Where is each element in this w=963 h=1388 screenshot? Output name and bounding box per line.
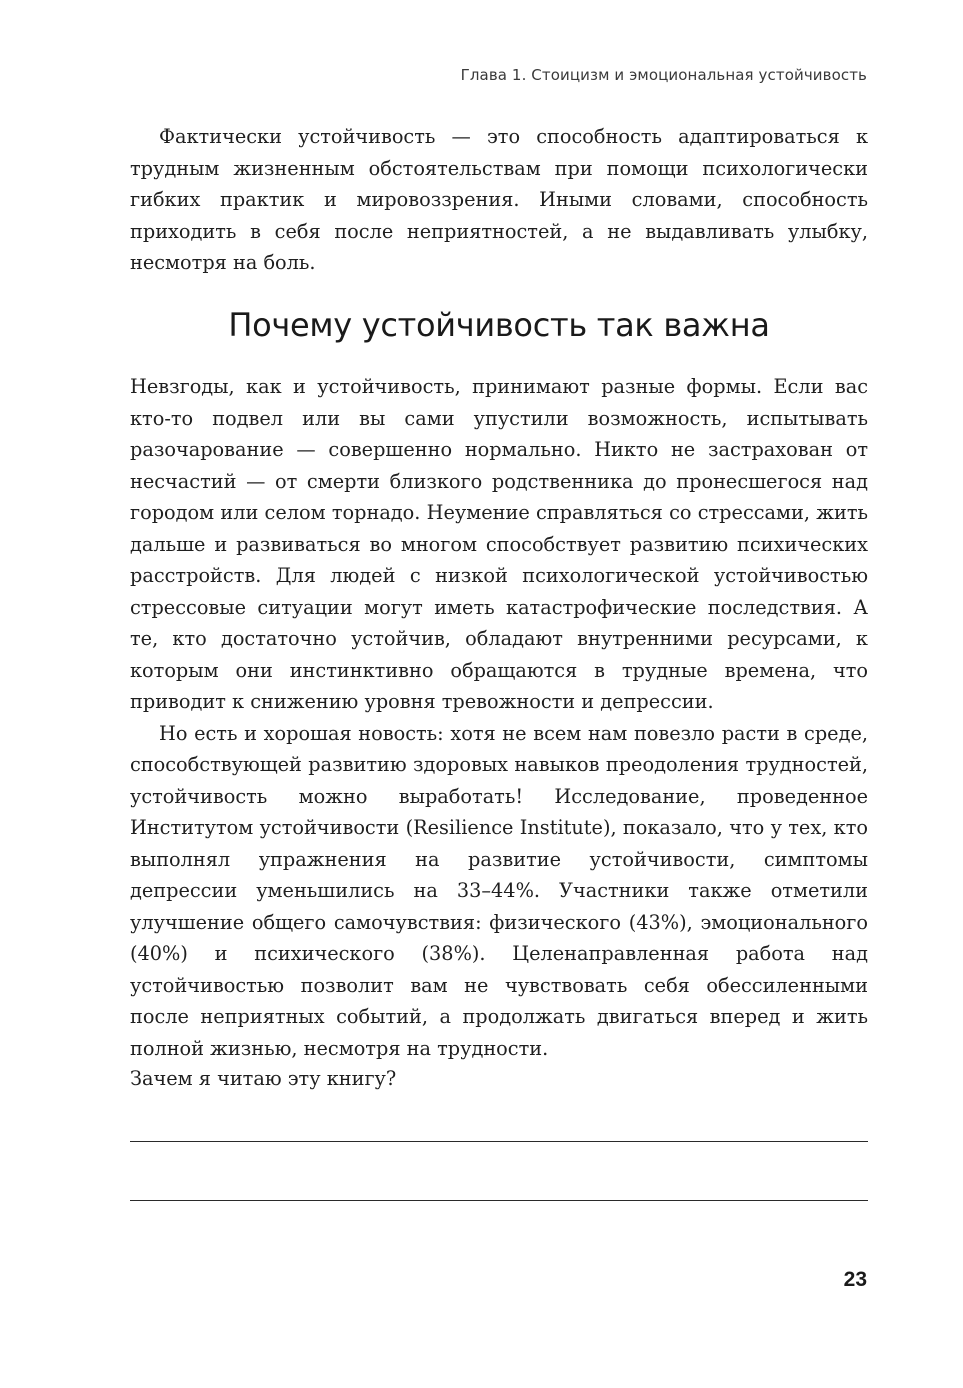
section-paragraph-2: Но есть и хорошая новость: хотя не всем нам повезло расти в среде, способствующей развитию здоровых навыков преодоления трудностей, устойчивость можно выработать! Исследование, проведенное Институтом устойчивости (Resilience Institute), показало, что у тех, кто выполнял упражнения на развитие устойчивости, симптомы депрессии уменьшились на 33–44%. Участники также отметили улучшение общего самочувствия: физического (43%), эмоционального (40%) и психического (38%). Целенаправленная работа над устойчивостью позволит вам не чувствовать себя обессиленными после неприятных событий, а продолжать двигаться вперед и жить полной жизнью, несмотря на трудности. bbox=[130, 721, 868, 1060]
intro-paragraph: Фактически устойчивость — это способность адаптироваться к трудным жизненным обстоятельствам при помощи психологически гибких практик и мировоззрения. Иными словами, способность приходить в себя после неприятностей, а не выдавливать улыбку, несмотря на боль. bbox=[130, 125, 868, 274]
section-body bbox=[130, 371, 868, 1064]
answer-line-2 bbox=[130, 1200, 868, 1201]
running-head: Глава 1. Стоицизм и эмоциональная устойчивость bbox=[460, 66, 867, 84]
page-number: 23 bbox=[843, 1268, 867, 1291]
answer-line-1 bbox=[130, 1141, 868, 1142]
section-paragraph-1: Невзгоды, как и устойчивость, принимают разные формы. Если вас кто-то подвел или вы сами упустили возможность, испытывать разочарование — совершенно нормально. Никто не застрахован от несчастий — от смерти близкого родственника до пронесшегося над городом или селом торнадо. Неумение справляться со стрессами, жить дальше и развиваться во многом способствует развитию психических расстройств. Для людей с низкой психологической устойчивостью стрессовые ситуации могут иметь катастрофические последствия. А те, кто достаточно устойчив, обладают внутренними ресурсами, к которым они инстинктивно обращаются в трудные времена, что приводит к снижению уровня тревожности и депрессии. bbox=[130, 375, 868, 713]
exercise-question: Зачем я читаю эту книгу? bbox=[130, 1067, 397, 1090]
section-heading: Почему устойчивость так важна bbox=[228, 306, 770, 344]
intro-paragraph-block bbox=[130, 121, 868, 279]
